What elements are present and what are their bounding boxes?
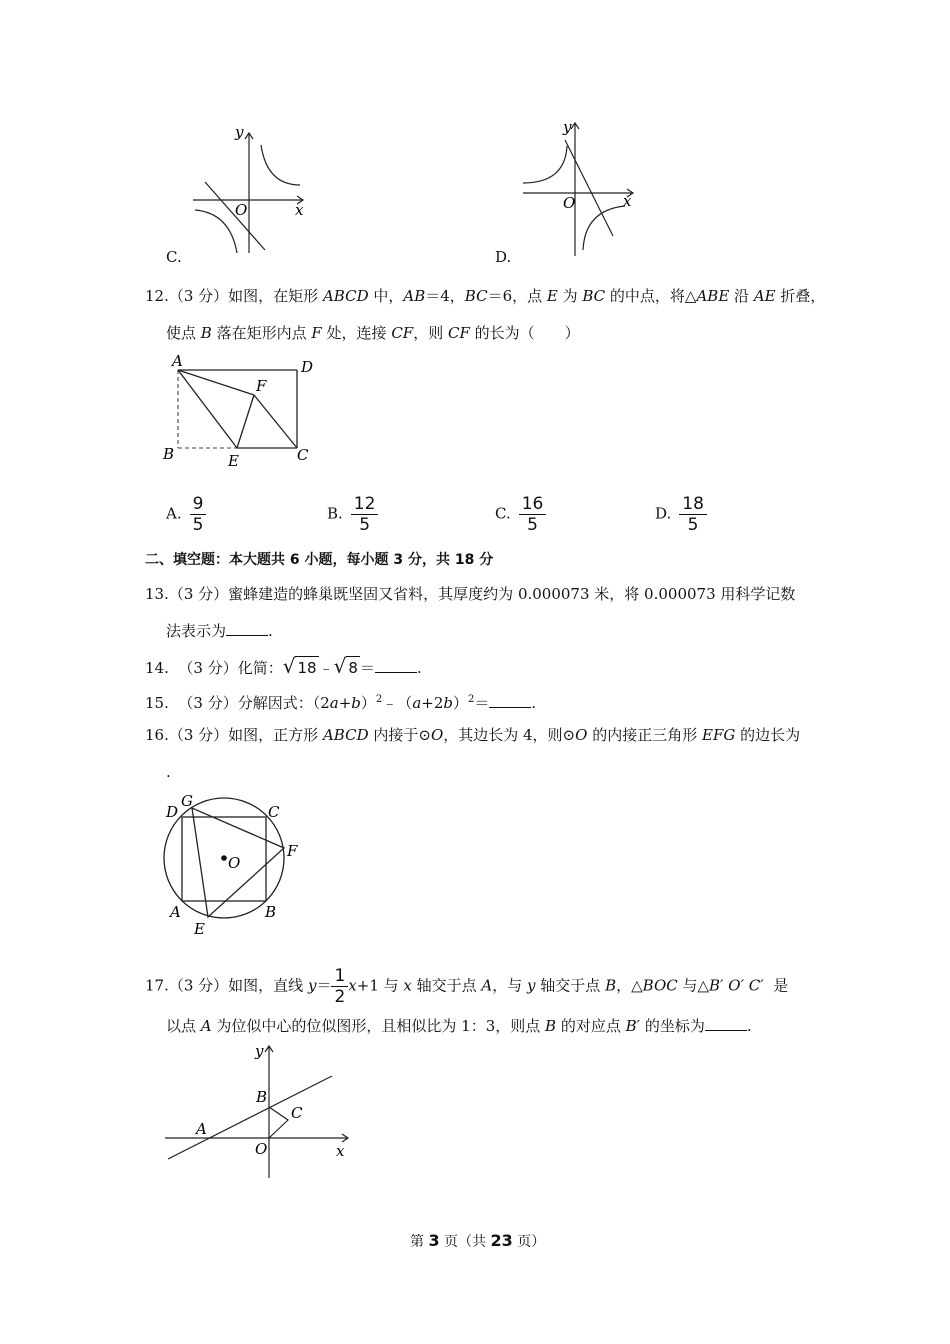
q11-option-d-label: D. [495, 248, 512, 266]
label-o: O [255, 1140, 268, 1158]
x-label: x [336, 1142, 345, 1160]
hyperbola-branch [195, 210, 237, 253]
y-label: y [563, 118, 572, 136]
label-c: C [291, 1104, 303, 1122]
label-e: E [194, 920, 205, 938]
label-a: A [196, 1120, 207, 1138]
y-label: y [255, 1042, 264, 1060]
label-o: O [228, 854, 241, 872]
label-f: F [256, 377, 267, 395]
q13-line1: 13.（3 分）蜜蜂建造的蜂巢既坚固又省料，其厚度约为 0.000073 米，将 0.000073 用科学记数 [145, 585, 796, 603]
label-d: D [301, 358, 314, 376]
q13-line2: 法表示为 . [166, 622, 273, 640]
y-label: y [235, 125, 244, 141]
answer-blank[interactable] [705, 1016, 747, 1031]
q14: 14. （3 分）化简：√ 18 ﹣√ 8 ＝ . [145, 654, 422, 678]
x-label: x [623, 192, 632, 210]
q16-line2: . [166, 763, 171, 781]
q16-line1: 16.（3 分）如图，正方形 ABCD 内接于⊙O，其边长为 4，则⊙O 的内接正三角形 EFG 的边长为 [145, 726, 801, 744]
q11-graph-c [185, 125, 310, 255]
q11-graph-d [515, 118, 645, 258]
label-c: C [268, 803, 280, 821]
q11-option-c-label: C. [166, 248, 182, 266]
origin-label: O [235, 201, 248, 219]
q12-option-d: D. $\frac{18}{5}$ [655, 494, 707, 535]
answer-blank[interactable] [226, 621, 268, 636]
hyperbola-branch [523, 146, 567, 183]
q12-option-b: B. $\frac{12}{5}$ [327, 494, 378, 535]
q17-figure [160, 1040, 360, 1180]
answer-blank[interactable] [375, 658, 417, 673]
q12-line2: 使点 B 落在矩形内点 F 处，连接 CF，则 CF 的长为（ ） [166, 324, 580, 342]
q12-line1: 12.（3 分）如图，在矩形 ABCD 中，AB＝4，BC＝6，点 E 为 BC 的中点，将△ABE 沿 AE 折叠， [145, 287, 826, 305]
q15: 15. （3 分）分解因式：$(2a+b)^2﹣(a+2b)^2=$ . [145, 694, 537, 712]
q12-figure [160, 350, 320, 470]
q17-line1: 17.（3 分）如图，直线 y＝ $\frac{1}{2}$ x+1 与 x 轴交于点 A，与 y 轴交于点 B，△BOC 与△B′ O′ C′ 是 [145, 966, 789, 1007]
line [565, 140, 613, 236]
label-g: G [181, 792, 193, 810]
origin-label: O [563, 194, 576, 212]
label-e: E [228, 452, 239, 470]
q12-option-c: C. $\frac{16}{5}$ [495, 494, 546, 535]
x-label: x [295, 201, 304, 219]
q12-option-a: A. $\frac{9}{5}$ [166, 494, 206, 535]
hyperbola-branch [261, 145, 300, 185]
label-b: B [163, 445, 175, 463]
hyperbola-branch [583, 206, 625, 250]
page-footer: 第 3 页（共 23 页） [410, 1231, 546, 1250]
answer-blank[interactable] [489, 693, 531, 708]
section-title: 二、填空题：本大题共 6 小题，每小题 3 分，共 18 分 [145, 552, 494, 568]
label-f: F [287, 842, 298, 860]
label-b: B [256, 1088, 268, 1106]
label-d: D [166, 803, 179, 821]
label-c: C [297, 446, 309, 464]
line [168, 1076, 332, 1159]
label-a: A [172, 352, 183, 370]
label-b: B [265, 903, 277, 921]
label-a: A [170, 903, 181, 921]
q16-figure [160, 790, 310, 940]
q17-line2: 以点 A 为位似中心的位似图形，且相似比为 1：3，则点 B 的对应点 B′ 的坐标为 . [166, 1017, 752, 1035]
